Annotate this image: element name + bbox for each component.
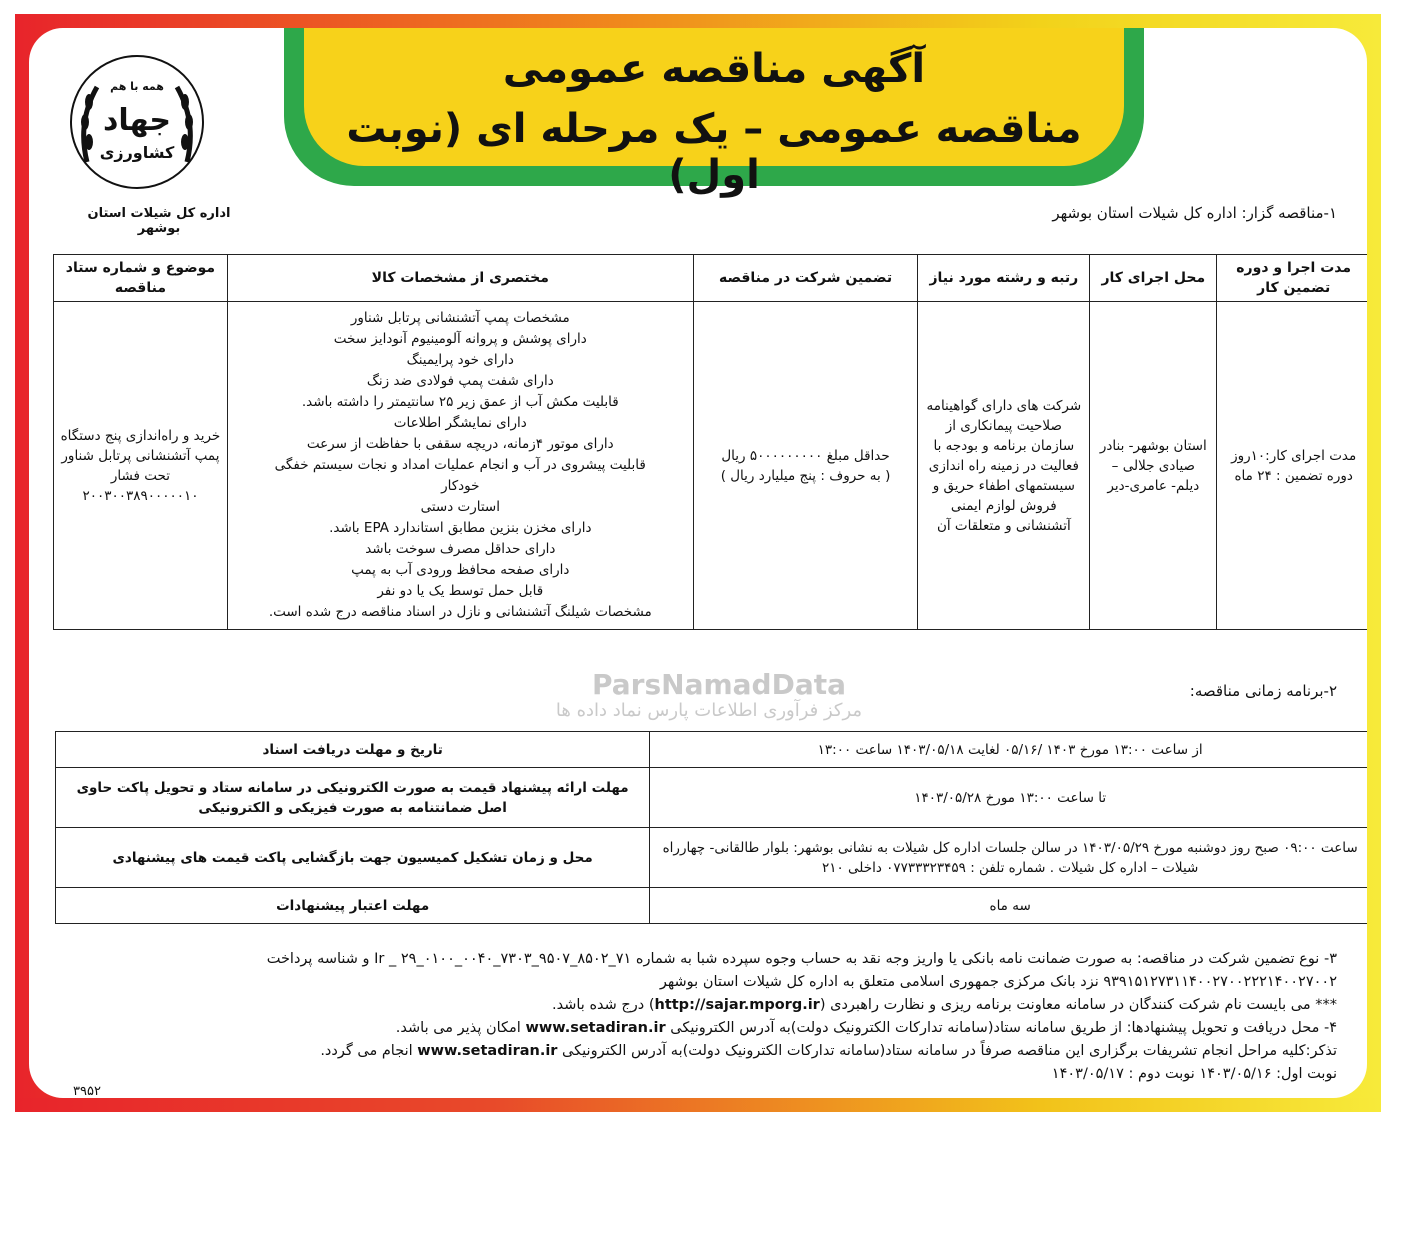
logo-text-main: جهاد bbox=[102, 103, 172, 138]
setadiran-link[interactable]: www.setadiran.ir bbox=[525, 1020, 666, 1036]
guarantee-amount: حداقل مبلغ ۵۰۰۰۰۰۰۰۰۰ ریال bbox=[721, 447, 890, 464]
spec-line: قابلیت پیشروی در آب و انجام عملیات امداد و نجات سیستم خفگی bbox=[274, 457, 646, 473]
note-submission-end: امکان پذیر می باشد. bbox=[395, 1020, 526, 1036]
header-location: محل اجرای کار bbox=[1090, 255, 1217, 302]
title-banner bbox=[304, 28, 1124, 198]
spec-line: دارای حداقل مصرف سوخت باشد bbox=[365, 541, 556, 557]
spec-line: مشخصات پمپ آتشنشانی پرتابل شناور bbox=[350, 310, 570, 326]
note-submission bbox=[29, 1017, 1337, 1040]
note-reminder-text: تذکر:کلیه مراحل انجام تشریفات برگزاری این مناقصه صرفاً در سامانه ستاد(سامانه تدارکات الکترونیک دولت)به آدرس الکترونیکی bbox=[557, 1043, 1337, 1059]
table-row bbox=[56, 732, 1368, 768]
header-rank: رتبه و رشته مورد نیاز bbox=[918, 255, 1090, 302]
schedule-table bbox=[55, 731, 1367, 924]
logo-caption: اداره کل شیلات استان بوشهر bbox=[87, 206, 231, 236]
spec-line: دارای شفت پمپ فولادی ضد زنگ bbox=[366, 373, 554, 389]
cell-guarantee bbox=[693, 302, 918, 630]
table-row bbox=[56, 888, 1368, 924]
note-submission-text: ۴- محل دریافت و تحویل پیشنهادها: از طریق سامانه ستاد(سامانه تدارکات الکترونیک دولت)به آدرس الکترونیکی bbox=[665, 1020, 1337, 1036]
spec-line: دارای موتور ۴زمانه، دریچه سقفی با حفاظت از سرعت bbox=[306, 436, 614, 452]
note-payment-id: ۹۳۹۱۵۱۲۷۳۱۱۴۰۰۲۷۰۰۲۲۲۱۴۰۰۲۷۰۰۲ نزد بانک مرکزی جمهوری اسلامی متعلق به اداره کل شیلات استان بوشهر bbox=[659, 974, 1337, 990]
spec-line: دارای مخزن بنزین مطابق استاندارد EPA باشد. bbox=[329, 520, 592, 536]
spec-line: دارای خود پرایمینگ bbox=[406, 352, 514, 368]
cell-location: استان بوشهر- بنادر صیادی جلالی – دیلم- عامری-دیر bbox=[1090, 302, 1217, 630]
spec-line: دارای پوشش و پروانه آلومینیوم آنودایز سخت bbox=[333, 331, 587, 347]
schedule-value: ساعت ۰۹:۰۰ صبح روز دوشنبه مورخ ۱۴۰۳/۰۵/۲۹ در سالن جلسات اداره کل شیلات به نشانی بوشهر: بلوار طالقانی- چهارراه شیلات – اداره کل شیلات . شماره تلفن : ۰۷۷۳۳۳۲۳۴۵۹ داخلی ۲۱۰ bbox=[650, 828, 1367, 888]
notice-title: آگهی مناقصه عمومی bbox=[502, 46, 926, 92]
watermark-brand: ParsNamadData bbox=[592, 668, 846, 701]
cell-specs bbox=[227, 302, 693, 630]
spec-line: قابل حمل توسط یک یا دو نفر bbox=[377, 583, 544, 599]
table-row bbox=[54, 302, 1368, 630]
note-sajar bbox=[29, 994, 1337, 1017]
header-duration: مدت اجرا و دوره تضمین کار bbox=[1217, 255, 1367, 302]
note-sajar-text: *** می بایست نام شرکت کنندگان در سامانه معاونت برنامه ریزی و نظارت راهبردی ( bbox=[819, 997, 1337, 1013]
page-number: ۳۹۵۲ bbox=[73, 1084, 101, 1098]
section-2-schedule: ۲-برنامه زمانی مناقصه: bbox=[1189, 682, 1337, 700]
spec-line: دارای نمایشگر اطلاعات bbox=[393, 415, 527, 431]
watermark-line: مرکز فرآوری اطلاعات پارس نماد داده ها bbox=[555, 700, 863, 721]
schedule-value: سه ماه bbox=[650, 888, 1367, 924]
header-guarantee: تضمین شرکت در مناقصه bbox=[693, 255, 918, 302]
sajar-link[interactable]: http://sajar.mporg.ir bbox=[654, 997, 820, 1013]
tender-items-table bbox=[53, 254, 1367, 630]
section-1-tenderer: ۱-مناقصه گزار: اداره کل شیلات استان بوشهر bbox=[1052, 204, 1337, 222]
note-sajar-end: ) درج شده باشد. bbox=[552, 997, 655, 1013]
spec-line: قابلیت مکش آب از عمق زیر ۲۵ سانتیمتر را داشته باشد. bbox=[301, 394, 619, 410]
header-subject: موضوع و شماره ستاد مناقصه bbox=[54, 255, 228, 302]
cell-subject: خرید و راه‌اندازی پنج دستگاه پمپ آتشنشانی پرتابل شناور تحت فشار ۲۰۰۳۰۰۳۸۹۰۰۰۰۰۱۰ bbox=[54, 302, 228, 630]
spec-line: دارای صفحه محافظ ورودی آب به پمپ bbox=[351, 562, 570, 578]
schedule-value: تا ساعت ۱۳:۰۰ مورخ ۱۴۰۳/۰۵/۲۸ bbox=[650, 768, 1367, 828]
schedule-label: محل و زمان تشکیل کمیسیون جهت بازگشایی پاکت قیمت های پیشنهادی bbox=[56, 828, 650, 888]
setadiran-link[interactable]: www.setadiran.ir bbox=[417, 1043, 558, 1059]
schedule-label: تاریخ و مهلت دریافت اسناد bbox=[56, 732, 650, 768]
schedule-label: مهلت ارائه پیشنهاد قیمت به صورت الکترونیکی در سامانه ستاد و تحویل پاکت حاوی اصل ضمانتنامه به صورت فیزیکی و الکترونیکی bbox=[56, 768, 650, 828]
guarantee-amount-words: ( به حروف : پنج میلیارد ریال ) bbox=[720, 467, 891, 484]
note-reminder-end: انجام می گردد. bbox=[320, 1043, 418, 1059]
spec-line: استارت دستی bbox=[420, 499, 500, 515]
schedule-value: از ساعت ۱۳:۰۰ مورخ ۱۴۰۳ /۰۵/۱۶ لغایت ۱۴۰۳/۰۵/۱۸ ساعت ۱۳:۰۰ bbox=[650, 732, 1367, 768]
notice-body bbox=[29, 28, 1367, 1098]
logo-text-top: همه با هم bbox=[110, 80, 164, 93]
cell-rank: شرکت های دارای گواهینامه صلاحیت پیمانکاری از سازمان برنامه و بودجه با فعالیت در زمینه راه اندازی سیستمهای اطفاء حریق و فروش لوازم ایمنی آتشنشانی و متعلقات آن bbox=[918, 302, 1090, 630]
logo-text-sub: کشاورزی bbox=[99, 143, 175, 162]
cell-duration: مدت اجرای کار:۱۰روز دوره تضمین : ۲۴ ماه bbox=[1217, 302, 1367, 630]
table-row bbox=[56, 828, 1368, 888]
notice-subtitle: مناقصه عمومی – یک مرحله ای (نوبت اول) bbox=[346, 106, 1082, 198]
table-row bbox=[56, 768, 1368, 828]
spec-line: خودکار bbox=[441, 478, 480, 494]
note-reminder bbox=[29, 1040, 1337, 1063]
spec-line: مشخصات شیلنگ آتشنشانی و نازل در اسناد مناقصه درج شده است. bbox=[268, 604, 652, 620]
notes-section bbox=[29, 948, 1337, 1086]
border-frame-bottom bbox=[15, 1098, 1381, 1112]
jihad-keshavarzi-logo bbox=[67, 52, 207, 192]
note-publication-dates: نوبت اول: ۱۴۰۳/۰۵/۱۶ نوبت دوم : ۱۴۰۳/۰۵/۱۷ bbox=[1051, 1066, 1337, 1082]
border-frame bbox=[15, 14, 1381, 1112]
note-guarantee-type: ۳- نوع تضمین شرکت در مناقصه: به صورت ضمانت نامه بانکی یا واریز وجه نقد به حساب وجوه سپرده شبا به شماره ۷۱_۸۵۰۲_۹۵۰۷_۷۳۰۳_۰۰۴۰_۰۱۰۰_۲۹ _ Ir و شناسه پرداخت bbox=[266, 951, 1337, 967]
header-specs: مختصری از مشخصات کالا bbox=[227, 255, 693, 302]
schedule-label: مهلت اعتبار پیشنهادات bbox=[56, 888, 650, 924]
table-header-row bbox=[54, 255, 1368, 302]
